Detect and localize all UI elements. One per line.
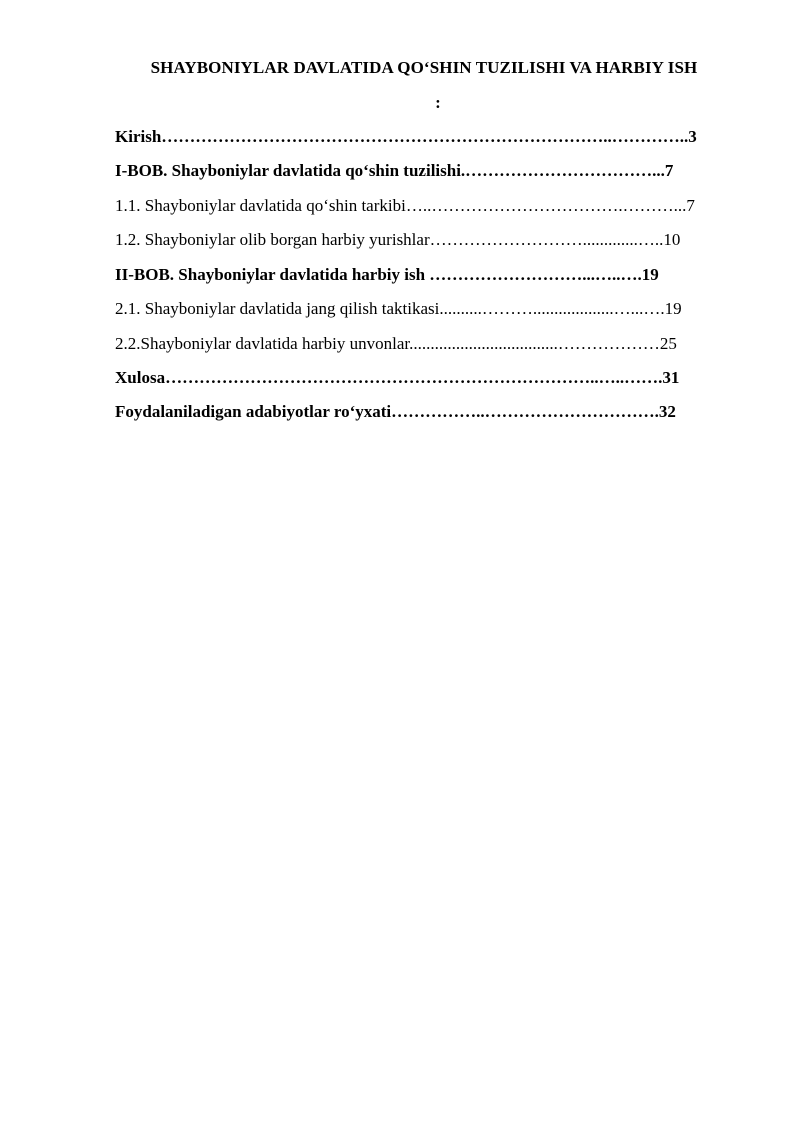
toc-entry-chapter-2: II-BOB. Shayboniylar davlatida harbiy ish ………………………...…..….19: [115, 265, 659, 284]
toc-entry-section-1-1: 1.1. Shayboniylar davlatida qo‘shin tarkibi…..…………………………….………...7: [115, 196, 695, 215]
title-colon: :: [435, 93, 441, 112]
toc-entry-section-1-2: 1.2. Shayboniylar olib borgan harbiy yurishlar……………………….............…..10: [115, 230, 681, 249]
toc-entry-bibliography: Foydalaniladigan adabiyotlar ro‘yxati……………..………………………….32: [115, 402, 676, 421]
toc-entry-kirish: Kirish……………………………………………………………………..…………..3: [115, 127, 697, 146]
toc-entry-chapter-1: I-BOB. Shayboniylar davlatida qo‘shin tuzilishi.……………………………...7: [115, 161, 674, 180]
toc-entry-xulosa: Xulosa…………………………………………………………………..…..…….31: [115, 368, 680, 387]
toc-entry-section-2-1: 2.1. Shayboniylar davlatida jang qilish taktikasi..........………...................…...….19: [115, 299, 682, 318]
document-title: SHAYBONIYLAR DAVLATIDA QO‘SHIN TUZILISHI VA HARBIY ISH: [150, 58, 698, 77]
toc-entry-section-2-2: 2.2.Shayboniylar davlatida harbiy unvonlar...................................………………25: [115, 334, 677, 353]
